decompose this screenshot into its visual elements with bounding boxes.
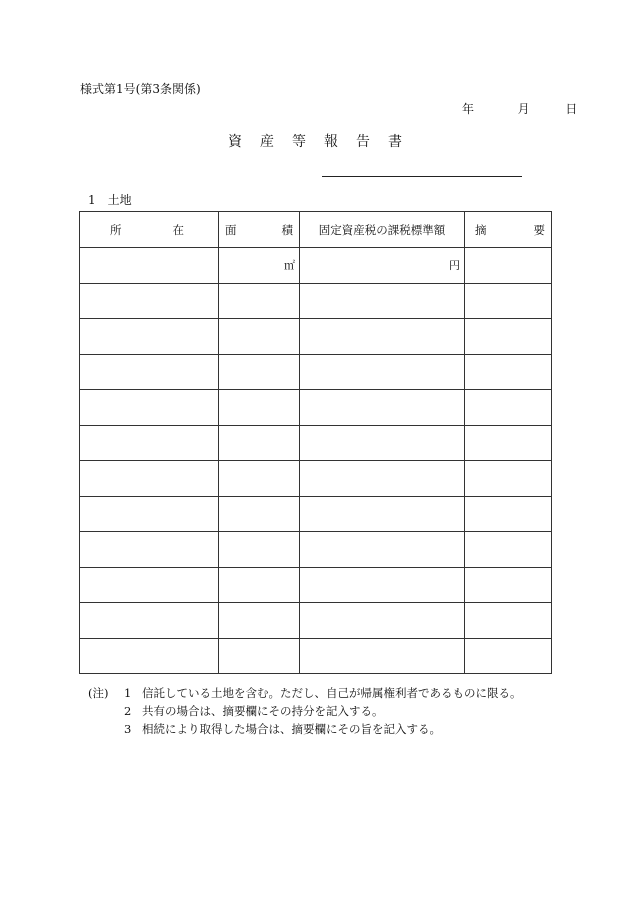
cell-area[interactable]	[219, 567, 300, 603]
cell-remarks[interactable]	[465, 603, 552, 639]
table-row	[80, 425, 552, 461]
table-row	[80, 461, 552, 497]
cell-area[interactable]	[219, 461, 300, 497]
note-item	[88, 684, 522, 702]
cell-remarks[interactable]	[465, 248, 552, 284]
cell-remarks[interactable]	[465, 638, 552, 674]
cell-area[interactable]	[219, 603, 300, 639]
cell-area[interactable]	[219, 532, 300, 568]
title-char: 告	[356, 134, 370, 150]
table-row	[80, 390, 552, 426]
cell-area[interactable]	[219, 354, 300, 390]
note-item	[88, 702, 522, 720]
table-row	[80, 248, 552, 284]
note-number: 2	[124, 704, 132, 718]
tax-base-unit: 円	[449, 259, 460, 273]
header-tax-base: 固定資産税の課税標準額	[300, 212, 465, 248]
table-row	[80, 496, 552, 532]
cell-tax-base[interactable]	[300, 283, 465, 319]
title-char: 書	[388, 134, 402, 150]
cell-tax-base[interactable]	[300, 354, 465, 390]
cell-location[interactable]	[80, 390, 219, 426]
cell-location[interactable]	[80, 461, 219, 497]
title-char: 報	[324, 134, 338, 150]
cell-area[interactable]	[219, 425, 300, 461]
title-char: 資	[228, 134, 242, 150]
note-number: 1	[124, 686, 132, 700]
date-line	[462, 100, 577, 117]
name-signature-line	[322, 176, 522, 177]
cell-area[interactable]	[219, 638, 300, 674]
notes	[88, 684, 522, 738]
cell-location[interactable]	[80, 603, 219, 639]
cell-remarks[interactable]	[465, 532, 552, 568]
cell-remarks[interactable]	[465, 496, 552, 532]
note-number: 3	[124, 722, 132, 736]
cell-area[interactable]	[219, 496, 300, 532]
cell-location[interactable]	[80, 567, 219, 603]
land-table	[79, 211, 552, 674]
table-row	[80, 283, 552, 319]
cell-remarks[interactable]	[465, 425, 552, 461]
section-label: 土地	[107, 193, 132, 207]
cell-tax-base[interactable]	[300, 567, 465, 603]
area-unit: ㎡	[284, 259, 295, 273]
cell-tax-base[interactable]	[300, 532, 465, 568]
cell-area[interactable]	[219, 319, 300, 355]
cell-remarks[interactable]	[465, 283, 552, 319]
cell-location[interactable]	[80, 248, 219, 284]
section-heading	[88, 191, 132, 208]
notes-label: (注)	[88, 686, 109, 700]
cell-location[interactable]	[80, 532, 219, 568]
table-row	[80, 354, 552, 390]
cell-area[interactable]	[219, 390, 300, 426]
cell-location[interactable]	[80, 638, 219, 674]
header-location: 所 在	[80, 212, 219, 248]
cell-tax-base[interactable]	[300, 319, 465, 355]
table-row	[80, 638, 552, 674]
table-row	[80, 567, 552, 603]
cell-location[interactable]	[80, 496, 219, 532]
title-char: 等	[292, 134, 306, 150]
header-area: 面 積	[219, 212, 300, 248]
table-row	[80, 603, 552, 639]
table-row	[80, 532, 552, 568]
cell-remarks[interactable]	[465, 390, 552, 426]
cell-location[interactable]	[80, 319, 219, 355]
table-header-row	[80, 212, 552, 248]
date-day: 日	[565, 102, 578, 116]
cell-area[interactable]	[219, 283, 300, 319]
document-title	[0, 131, 630, 151]
cell-tax-base[interactable]	[300, 390, 465, 426]
note-item	[88, 720, 522, 738]
cell-tax-base[interactable]	[300, 638, 465, 674]
cell-tax-base[interactable]	[300, 461, 465, 497]
note-text: 相続により取得した場合は、摘要欄にその旨を記入する。	[142, 722, 441, 736]
cell-location[interactable]	[80, 425, 219, 461]
date-month: 月	[517, 102, 530, 116]
date-year: 年	[462, 102, 475, 116]
note-text: 共有の場合は、摘要欄にその持分を記入する。	[142, 704, 384, 718]
cell-remarks[interactable]	[465, 461, 552, 497]
cell-tax-base[interactable]	[300, 496, 465, 532]
cell-tax-base[interactable]	[300, 248, 465, 284]
cell-location[interactable]	[80, 283, 219, 319]
cell-tax-base[interactable]	[300, 425, 465, 461]
cell-location[interactable]	[80, 354, 219, 390]
form-number: 様式第1号(第3条関係)	[80, 82, 201, 96]
section-number: 1	[88, 193, 96, 207]
cell-tax-base[interactable]	[300, 603, 465, 639]
title-char: 産	[260, 134, 274, 150]
table-row	[80, 319, 552, 355]
cell-remarks[interactable]	[465, 319, 552, 355]
header-remarks: 摘 要	[465, 212, 552, 248]
cell-area[interactable]	[219, 248, 300, 284]
note-text: 信託している土地を含む。ただし、自己が帰属権利者であるものに限る。	[142, 686, 522, 700]
cell-remarks[interactable]	[465, 354, 552, 390]
cell-remarks[interactable]	[465, 567, 552, 603]
